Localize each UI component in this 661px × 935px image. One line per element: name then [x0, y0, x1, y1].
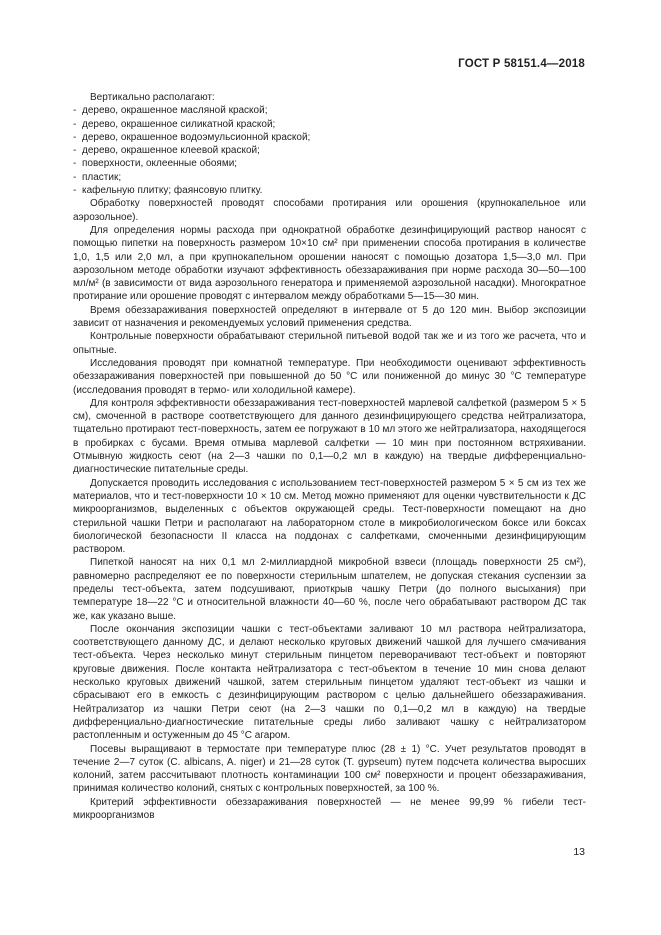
page-number: 13	[573, 846, 585, 858]
surface-list	[73, 104, 586, 197]
paragraph: Допускается проводить исследования с использованием тест-поверхностей размером 5 × 5 см из тех же материалов, что и тест-поверхности 10 × 10 см. Метод можно применяют для оценки чувствительности к ДС микроорганизмов, выделенных с объектов окружающей среды. Тест-поверхности помещают на дно стерильной чашки Петри и располагают на лабораторном столе в микробиологическом боксе или боксах биологической безопасности II класса на поддонах с салфетками, смоченными дезинфицирующим раствором.	[73, 477, 586, 556]
document-body	[73, 91, 586, 822]
list-intro: Вертикально располагают:	[90, 92, 215, 103]
list-item: - дерево, окрашенное силикатной краской;	[73, 118, 276, 130]
list-item: - пластик;	[73, 171, 122, 183]
list-item: - дерево, окрашенное масляной краской;	[73, 105, 268, 117]
paragraph: После окончания экспозиции чашки с тест-объектами заливают 10 мл раствора нейтрализатора, соответствующего данному ДС, и делают несколько круговых движений чашкой для лучшего смачивания тест-объекта. Через несколько минут стерильным пинцетом переворачивают тест-объект и повторяют круговые движения. После контакта нейтрализатора с тест-объектом в течение 10 мин снова делают несколько круговых движений чашкой, затем стерильным пинцетом удаляют тест-объект из чашки и сбрасывают его в емкость с дезинфицирующим раствором с целью дальнейшего обеззараживания. Нейтрализатор из чашки Петри сеют (на 2—3 чашки по 0,1—0,2 мл в каждую) на твердые дифференциально-диагностические питательные среды либо заливают чашку с нейтрализатором растопленным и остуженным до 45 °С агаром.	[73, 623, 586, 742]
paragraph: Для контроля эффективности обеззараживания тест-поверхностей марлевой салфеткой (размером 5 × 5 см), смоченной в растворе соответствующего для данного дезинфицирующего средства нейтрализатора, тщательно протирают тест-поверхность, затем ее погружают в 10 мл этого же нейтрализатора, находящегося в пробирках с бусами. Время отмыва марлевой салфетки — 10 мин при постоянном встряхивании. Отмывную жидкость сеют (на 2—3 чашки по 0,1—0,2 мл в каждую) на твердые дифференциально-диагностические питательные среды.	[73, 397, 586, 476]
paragraph: Обработку поверхностей проводят способами протирания или орошения (крупнокапельное или аэрозольное).	[73, 198, 586, 223]
paragraph: Исследования проводят при комнатной температуре. При необходимости оценивают эффективность обеззараживания поверхностей при повышенной до 50 °С или пониженной до минус 30 °С температуре (исследования проводят в термо- или холодильной камере).	[73, 357, 586, 396]
paragraph: Пипеткой наносят на них 0,1 мл 2-миллиардной микробной взвеси (площадь поверхности 25 см²), равномерно распределяют ее по поверхности стерильным шпателем, не допуская стекания суспензии за пределы тест-объекта, затем подсушивают, приоткрыв чашку Петри (до полного высыхания) при температуре 18—22 °С и относительной влажности 40—60 %, после чего обрабатывают раствором ДС так же, как указано выше.	[73, 557, 586, 622]
list-item: - дерево, окрашенное водоэмульсионной краской;	[73, 131, 311, 143]
paragraph: Для определения нормы расхода при однократной обработке дезинфицирующий раствор наносят с помощью пипетки на поверхность размером 10×10 см² при применении способа протирания в количестве 1,0, 1,5 или 2,0 мл, а при крупнокапельном орошении наносят с помощью дозатора 1,5—3,0 мл. При аэрозольном методе обработки изучают эффективность обеззараживания при норме расхода 30—50—100 мл/м² (в зависимости от вида аэрозольного генератора и применяемой аэрозольной насадки). Многократное протирание или орошение проводят с интервалом между обработками 5—15—30 мин.	[73, 224, 586, 303]
list-item: - поверхности, оклеенные обоями;	[73, 158, 238, 170]
standard-id: ГОСТ Р 58151.4—2018	[458, 58, 585, 70]
paragraph: Посевы выращивают в термостате при температуре плюс (28 ± 1) °С. Учет результатов проводят в течение 2—7 суток (C. albicans, A. niger) и 21—28 суток (T. gypseum) путем подсчета количества выросших колоний, затем рассчитывают плотность контаминации 100 см² поверхности и процент обеззараживания, принимая количество колоний, снятых с контрольных поверхностей, за 100 %.	[73, 743, 586, 795]
paragraph: Критерий эффективности обеззараживания поверхностей — не менее 99,99 % гибели тест-микроорганизмов	[73, 796, 586, 822]
paragraph: Контрольные поверхности обрабатывают стерильной питьевой водой так же и из того же расчета, что и опытные.	[73, 331, 586, 356]
paragraph: Время обеззараживания поверхностей определяют в интервале от 5 до 120 мин. Выбор экспозиции зависит от назначения и рекомендуемых условий применения средства.	[73, 304, 586, 330]
list-item: - дерево, окрашенное клеевой краской;	[73, 145, 260, 157]
list-item: - кафельную плитку; фаянсовую плитку.	[73, 185, 263, 197]
